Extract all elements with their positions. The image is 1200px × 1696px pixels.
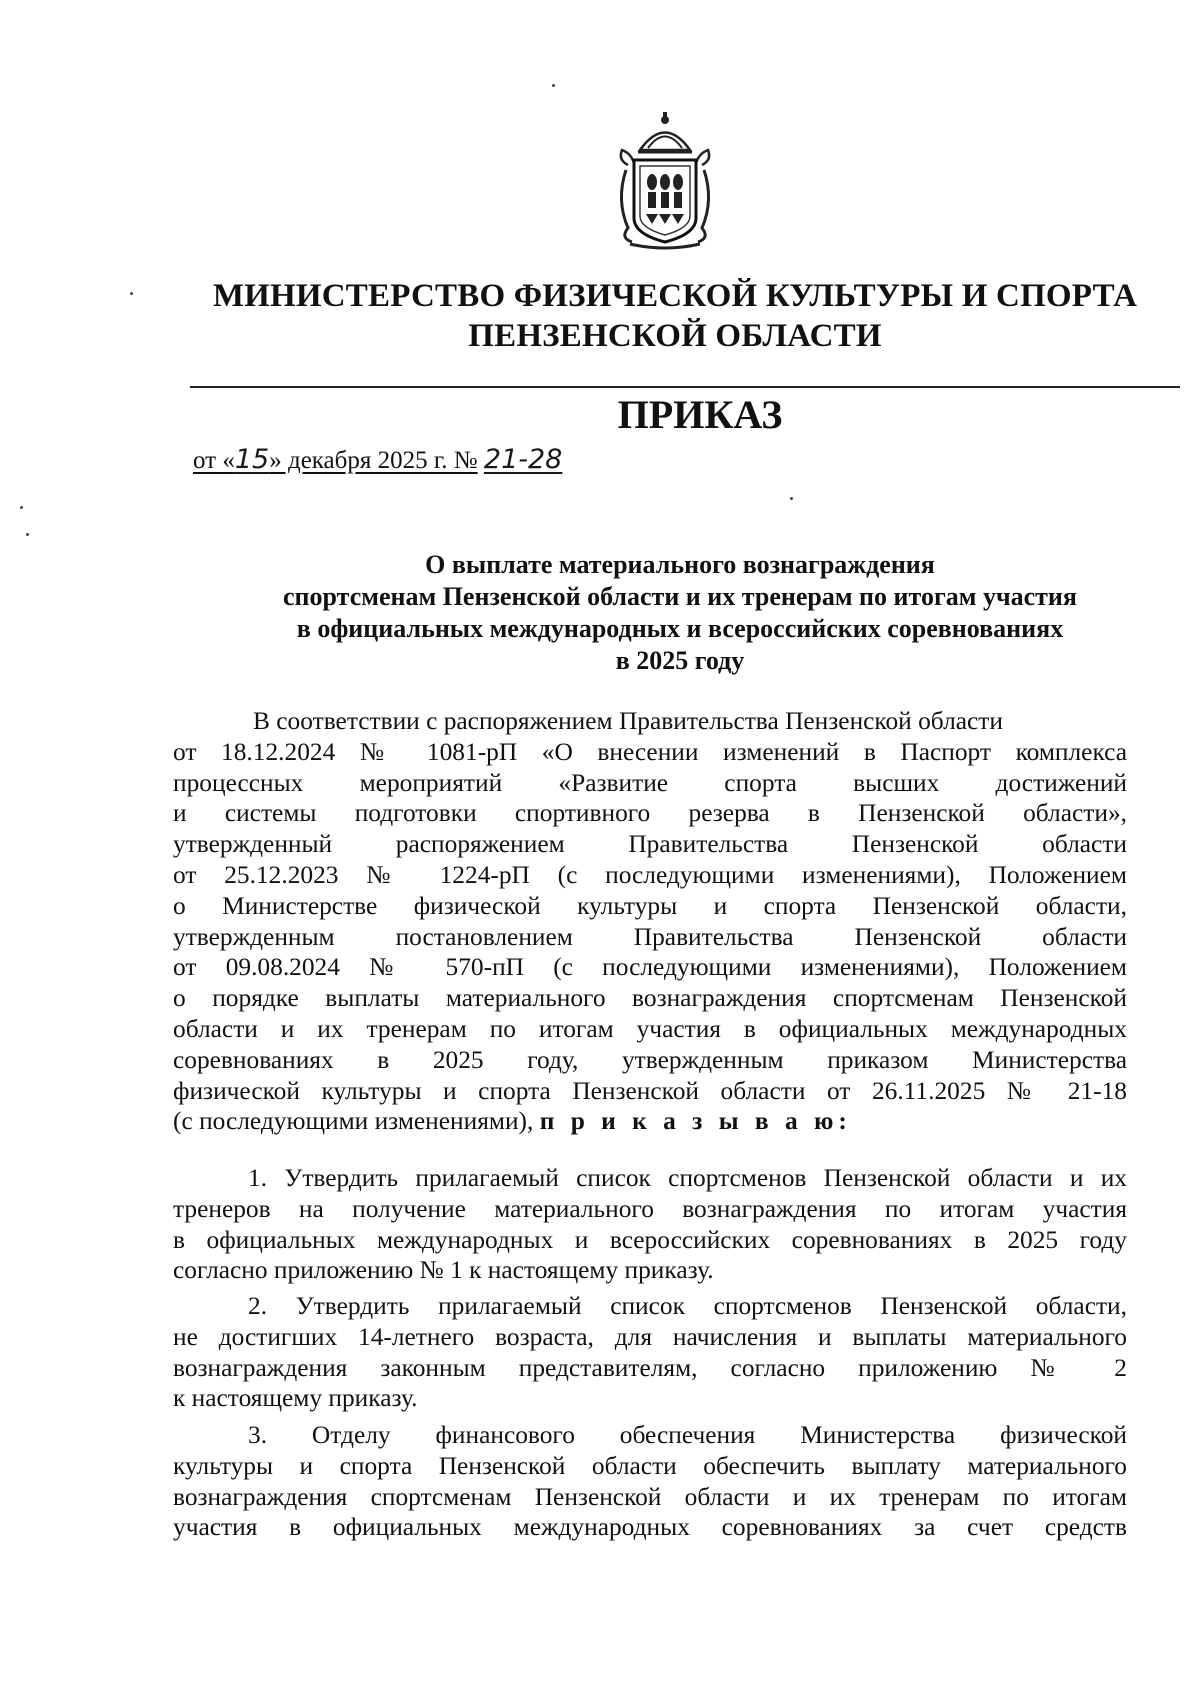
text-line: от 18.12.2024 № 1081-рП «О внесении изменений в Паспорт комплекса — [173, 737, 1127, 766]
order-month-year: » декабря 2025 г. № — [269, 447, 478, 474]
text-line: о Министерстве физической культуры и спорта Пензенской области, — [173, 891, 1127, 920]
text-line: 3. Отделу финансового обеспечения Министерства физической — [248, 1421, 1127, 1449]
item-3-paragraph — [173, 1420, 1127, 1543]
text-line: и системы подготовки спортивного резерва в Пензенской области», — [173, 799, 1127, 828]
item-2-paragraph — [173, 1291, 1127, 1414]
scan-speck — [26, 533, 29, 536]
subject-line: спортсменам Пензенской области и их тренерам по итогам участия — [283, 582, 1077, 611]
order-subject — [180, 549, 1180, 677]
text-line: В соответствии с распоряжением Правительства Пензенской области — [253, 707, 1003, 735]
coat-of-arms-icon — [610, 110, 720, 250]
scan-speck — [20, 506, 23, 509]
ministry-name-line1: МИНИСТЕРСТВО ФИЗИЧЕСКОЙ КУЛЬТУРЫ И СПОРТА — [212, 278, 1138, 314]
scan-speck — [130, 292, 133, 295]
item-1-paragraph — [173, 1163, 1127, 1286]
prikazyvayu-word: п р и к а з ы в а ю: — [539, 1107, 852, 1136]
order-date-number — [193, 443, 562, 478]
text-line: тренеров на получение материального вознаграждения по итогам участия — [173, 1194, 1127, 1223]
text-line: процессных мероприятий «Развитие спорта высших достижений — [173, 768, 1127, 797]
preamble-paragraph — [173, 706, 1127, 1137]
text-line: вознаграждения спортсменам Пензенской области и их тренерам по итогам — [173, 1482, 1127, 1511]
text-line: культуры и спорта Пензенской области обеспечить выплату материального — [173, 1451, 1127, 1480]
text-line: физической культуры и спорта Пензенской области от 26.11.2025 № 21-18 — [173, 1076, 1127, 1105]
text-line: к настоящему приказу. — [173, 1384, 418, 1413]
header-divider — [190, 386, 1180, 388]
text-line: не достигших 14-летнего возраста, для начисления и выплаты материального — [173, 1322, 1127, 1351]
text-line — [173, 1106, 1127, 1137]
text-line: согласно приложению № 1 к настоящему приказу. — [173, 1256, 714, 1285]
order-number-handwritten: 21-28 — [483, 444, 563, 475]
subject-line: О выплате материального вознаграждения — [425, 550, 935, 579]
text-line: от 25.12.2023 № 1224-рП (с последующими изменениями), Положением — [173, 860, 1127, 889]
subject-line: в 2025 году — [615, 646, 745, 675]
text-line: 2. Утвердить прилагаемый список спортсменов Пензенской области, — [248, 1292, 1127, 1320]
preamble-last: (с последующими изменениями), — [173, 1107, 534, 1136]
text-line: области и их тренерам по итогам участия в официальных международных — [173, 1014, 1127, 1043]
text-line: вознаграждения законным представителям, согласно приложению № 2 — [173, 1353, 1127, 1382]
scan-speck — [790, 497, 793, 500]
scan-speck — [552, 84, 555, 87]
text-line: участия в официальных международных соревнованиях за счет средств — [173, 1513, 1127, 1542]
text-line: утвержденный распоряжением Правительства Пензенской области — [173, 830, 1127, 859]
text-line: о порядке выплаты материального вознаграждения спортсменам Пензенской — [173, 984, 1127, 1013]
order-day-handwritten: 15 — [234, 444, 270, 475]
text-line: 1. Утвердить прилагаемый список спортсменов Пензенской области и их — [248, 1164, 1127, 1192]
text-line: соревнованиях в 2025 году, утвержденным приказом Министерства — [173, 1045, 1127, 1074]
text-line: в официальных международных и всероссийских соревнованиях в 2025 году — [173, 1225, 1127, 1254]
ministry-name-line2: ПЕНЗЕНСКОЙ ОБЛАСТИ — [468, 318, 882, 354]
order-title: ПРИКАЗ — [617, 392, 783, 437]
text-line: от 09.08.2024 № 570-пП (с последующими изменениями), Положением — [173, 953, 1127, 982]
subject-line: в официальных международных и всероссийских соревнованиях — [296, 614, 1064, 643]
text-line: утвержденным постановлением Правительства Пензенской области — [173, 922, 1127, 951]
order-prefix: от « — [193, 447, 235, 474]
